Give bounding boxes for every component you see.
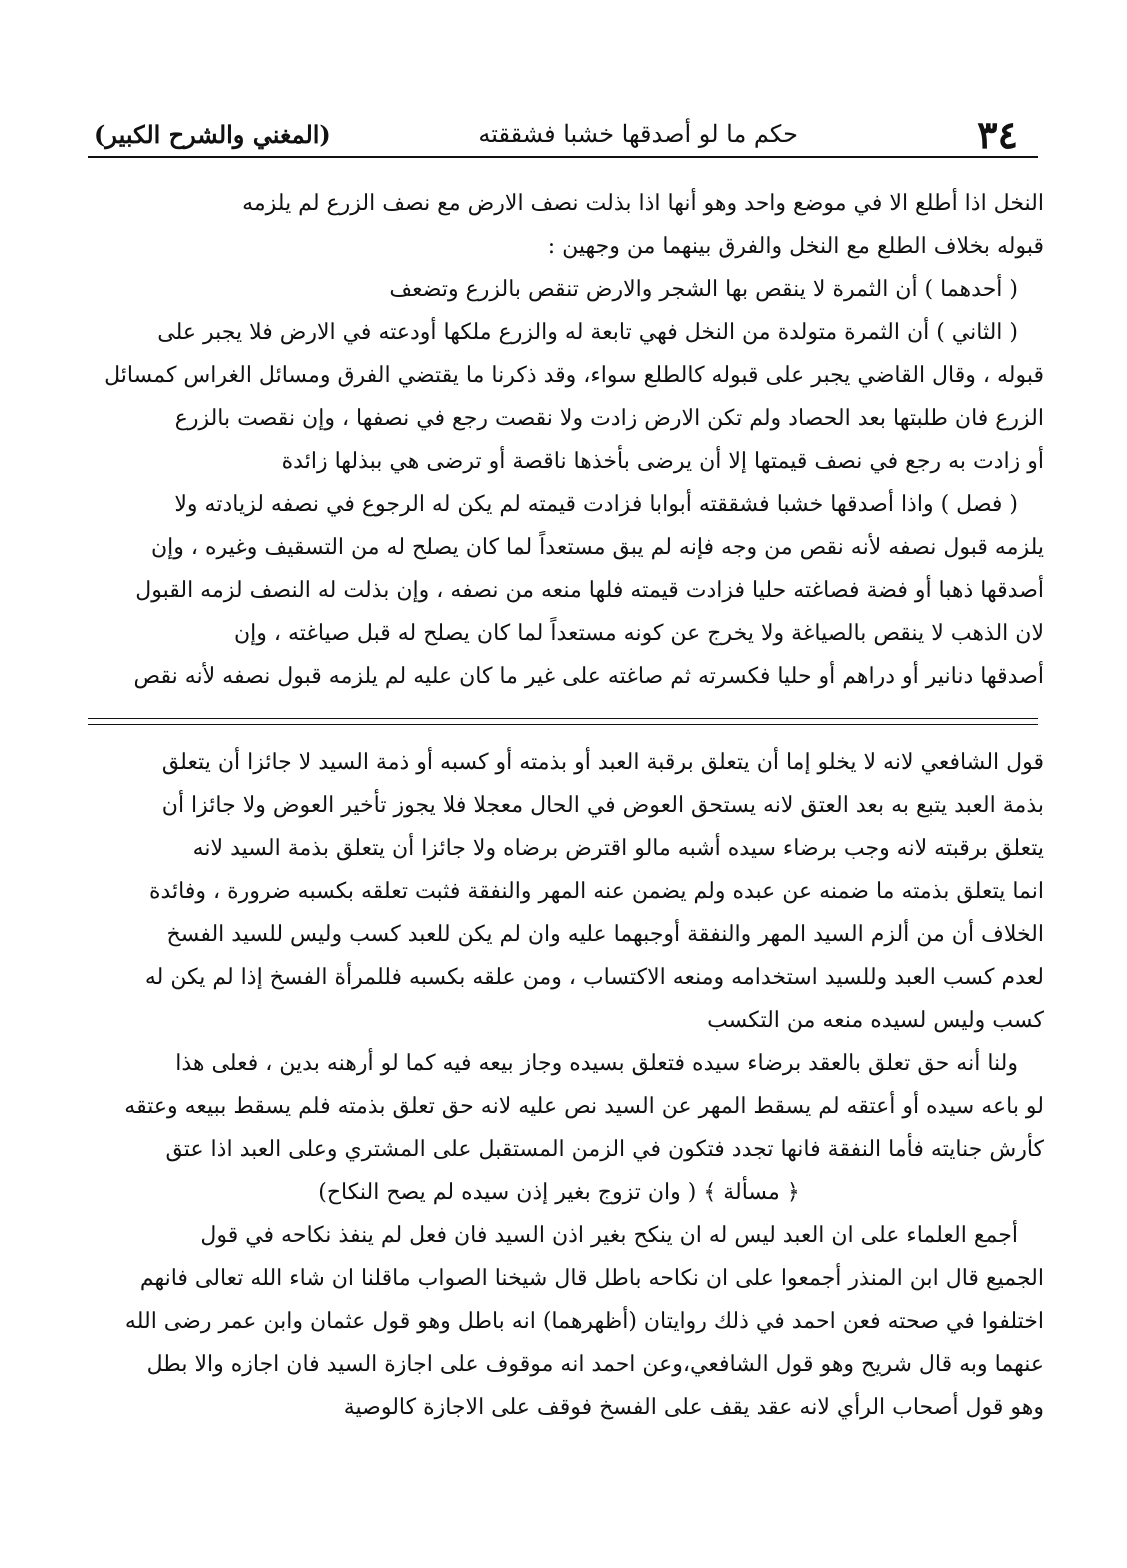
text-line: أصدقها ذهبا أو فضة فصاغته حليا فزادت قيمته فلها منعه من نصفه ، وإن بذلت له النصف لزمه القبول	[135, 578, 1044, 603]
text-line: قول الشافعي لانه لا يخلو إما أن يتعلق برقبة العبد أو بذمته أو كسبه أو ذمة السيد لا جائزا أن يتعلق	[161, 750, 1044, 775]
section-heading: ﴿ مسألة ﴾ ( وان تزوج بغير إذن سيده لم يصح النكاح)	[318, 1180, 800, 1205]
text-line: قبوله ، وقال القاضي يجبر على قبوله كالطلع سواء، وقد ذكرنا ما يقتضي الفرق ومسائل الغراس كمسائل	[104, 363, 1044, 388]
text-line: الزرع فان طلبتها بعد الحصاد ولم تكن الارض زادت ولا نقصت رجع في نصفها ، وإن نقصت بالزرع	[174, 406, 1044, 431]
text-line: أصدقها دنانير أو دراهم أو حليا فكسرته ثم صاغته على غير ما كان عليه لم يلزمه قبول نصفه لأنه نقص	[133, 664, 1044, 689]
text-line: ولنا أنه حق تعلق بالعقد برضاء سيده فتعلق بسيده وجاز بيعه فيه كما لو أرهنه بدين ، فعلى هذا	[175, 1051, 1018, 1076]
section-divider	[88, 718, 1038, 725]
text-line: ( أحدهما ) أن الثمرة لا ينقص بها الشجر والارض تنقص بالزرع وتضعف	[389, 277, 1018, 302]
text-line: عنهما وبه قال شريح وهو قول الشافعي،وعن احمد انه موقوف على اجازة السيد فان اجازه والا بطل	[146, 1352, 1044, 1377]
commentary-text	[74, 741, 1044, 1429]
text-line: يتعلق برقبته لانه وجب برضاء سيده أشبه مالو اقترض برضاه ولا جائزا أن يتعلق بذمة السيد لانه	[192, 836, 1044, 861]
running-title: حكم ما لو أصدقها خشبا فشققته	[478, 120, 798, 148]
text-line: أو زادت به رجع في نصف قيمتها إلا أن يرضى بأخذها ناقصة أو ترضى هي ببذلها زائدة	[281, 449, 1044, 474]
text-line: كسب وليس لسيده منعه من التكسب	[707, 1008, 1044, 1033]
text-line: لان الذهب لا ينقص بالصياغة ولا يخرج عن كونه مستعداً لما كان يصلح له قبل صياغته ، وإن	[234, 621, 1044, 646]
text-line: الجميع قال ابن المنذر أجمعوا على ان نكاحه باطل قال شيخنا الصواب ماقلنا ان شاء الله تعالى فانهم	[139, 1266, 1044, 1291]
text-line: وهو قول أصحاب الرأي لانه عقد يقف على الفسخ فوقف على الاجازة كالوصية	[343, 1395, 1044, 1420]
text-line: الخلاف أن من ألزم السيد المهر والنفقة أوجبهما عليه وان لم يكن للعبد كسب وليس للسيد الفسخ	[166, 922, 1044, 947]
text-line: لعدم كسب العبد وللسيد استخدامه ومنعه الاكتساب ، ومن علقه بكسبه فللمرأة الفسخ إذا لم يكن له	[144, 965, 1044, 990]
text-line: ( فصل ) واذا أصدقها خشبا فشققته أبوابا فزادت قيمته لم يكن له الرجوع في نصفه لزيادته ولا	[174, 492, 1018, 517]
main-text	[74, 182, 1044, 698]
text-line: يلزمه قبول نصفه لأنه نقص من وجه فإنه لم يبق مستعداً لما كان يصلح له من التسقيف وغيره ، وإن	[151, 535, 1044, 560]
text-line: انما يتعلق بذمته ما ضمنه عن عبده ولم يضمن عنه المهر والنفقة فثبت تعلقه بكسبه ضرورة ، وفائدة	[148, 879, 1044, 904]
text-line: أجمع العلماء على ان العبد ليس له ان ينكح بغير اذن السيد فان فعل لم ينفذ نكاحه في قول	[200, 1223, 1018, 1248]
text-line: اختلفوا في صحته فعن احمد في ذلك روايتان (أظهرهما) انه باطل وهو قول عثمان وابن عمر رضى الله	[124, 1309, 1044, 1334]
page-number: ٣٤	[977, 112, 1018, 157]
header-rule	[88, 156, 1038, 158]
text-line: لو باعه سيده أو أعتقه لم يسقط المهر عن السيد نص عليه لانه حق تعلق بذمته فلم يسقط ببيعه وعتقه	[124, 1094, 1044, 1119]
text-line: ( الثاني ) أن الثمرة متولدة من النخل فهي تابعة له والزرع ملكها أودعته في الارض فلا يجبر على	[157, 320, 1018, 345]
text-line: قبوله بخلاف الطلع مع النخل والفرق بينهما من وجهين :	[547, 234, 1044, 259]
text-line: النخل اذا أطلع الا في موضع واحد وهو أنها اذا بذلت نصف الارض مع نصف الزرع لم يلزمه	[242, 191, 1044, 216]
text-line: بذمة العبد يتبع به بعد العتق لانه يستحق العوض في الحال معجلا فلا يجوز تأخير العوض ولا جائزا أن	[161, 793, 1044, 818]
text-line: كأرش جنايته فأما النفقة فانها تجدد فتكون في الزمن المستقبل على المشتري وعلى العبد اذا عتق	[165, 1137, 1044, 1162]
book-title: (المغني والشرح الكبير)	[94, 120, 331, 149]
page-header	[88, 108, 1038, 156]
